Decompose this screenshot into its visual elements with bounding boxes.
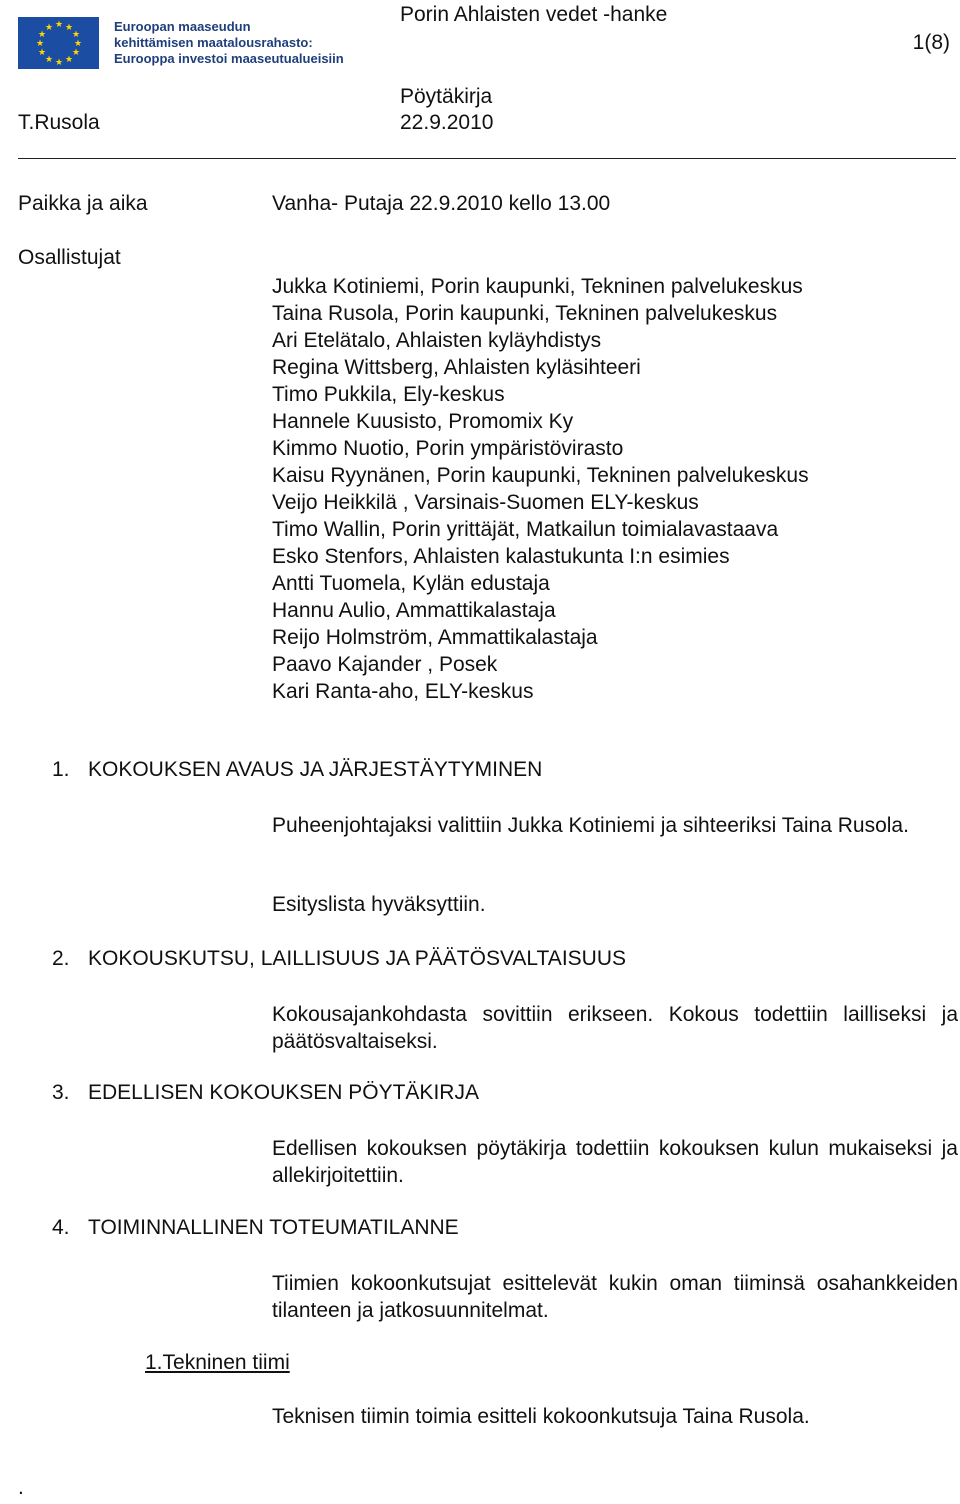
section-2-text: Kokousajankohdasta sovittiin erikseen. Kokous todettiin lailliseksi ja päätösvaltaiseksi. — [272, 1003, 958, 1053]
logo-line-2: kehittämisen maatalousrahasto: — [114, 35, 313, 50]
participant-item: Timo Pukkila, Ely-keskus — [272, 383, 505, 406]
participant-item: Kimmo Nuotio, Porin ympäristövirasto — [272, 437, 624, 460]
section-4-number: 4. — [52, 1216, 70, 1239]
participant-item: Hannele Kuusisto, Promomix Ky — [272, 410, 574, 433]
project-title: Porin Ahlaisten vedet -hanke — [400, 3, 668, 26]
header-divider — [18, 158, 956, 159]
subsection-text: Teknisen tiimin toimia esitteli kokoonkutsuja Taina Rusola. — [272, 1405, 810, 1428]
footer-mark: . — [18, 1476, 24, 1499]
subsection-title: 1.Tekninen tiimi — [145, 1351, 290, 1374]
participant-item: Kaisu Ryynänen, Porin kaupunki, Tekninen palvelukeskus — [272, 464, 809, 487]
section-1-title: KOKOUKSEN AVAUS JA JÄRJESTÄYTYMINEN — [88, 758, 543, 781]
section-1-number: 1. — [52, 758, 70, 781]
place-label: Paikka ja aika — [18, 192, 148, 215]
logo-line-1: Euroopan maaseudun — [114, 19, 251, 34]
participant-item: Taina Rusola, Porin kaupunki, Tekninen palvelukeskus — [272, 302, 778, 325]
participants-label: Osallistujat — [18, 246, 121, 269]
eu-logo — [18, 14, 358, 70]
participant-item: Jukka Kotiniemi, Porin kaupunki, Tekninen palvelukeskus — [272, 275, 803, 298]
participant-item: Veijo Heikkilä , Varsinais-Suomen ELY-keskus — [272, 491, 699, 514]
section-3-number: 3. — [52, 1081, 70, 1104]
document-type: Pöytäkirja — [400, 85, 493, 108]
page-number: 1(8) — [912, 31, 950, 54]
participant-item: Antti Tuomela, Kylän edustaja — [272, 572, 550, 595]
section-1-text-2: Esityslista hyväksyttiin. — [272, 893, 486, 916]
participant-item: Timo Wallin, Porin yrittäjät, Matkailun toimialavastaava — [272, 518, 779, 541]
document-date: 22.9.2010 — [400, 111, 494, 134]
section-1-text: Puheenjohtajaksi valittiin Jukka Kotiniemi ja sihteeriksi Taina Rusola. — [272, 814, 909, 837]
section-4-text: Tiimien kokoonkutsujat esittelevät kukin oman tiiminsä osahankkeiden tilanteen ja jatkosuunnitelmat. — [272, 1272, 958, 1322]
participant-item: Paavo Kajander , Posek — [272, 653, 498, 676]
section-2-title: KOKOUSKUTSU, LAILLISUUS JA PÄÄTÖSVALTAISUUS — [88, 947, 626, 970]
participant-item: Ari Etelätalo, Ahlaisten kyläyhdistys — [272, 329, 602, 352]
author: T.Rusola — [18, 111, 100, 134]
participant-item: Hannu Aulio, Ammattikalastaja — [272, 599, 556, 622]
participant-item: Esko Stenfors, Ahlaisten kalastukunta I:n esimies — [272, 545, 730, 568]
participant-item: Regina Wittsberg, Ahlaisten kyläsihteeri — [272, 356, 641, 379]
participant-item: Kari Ranta-aho, ELY-keskus — [272, 680, 534, 703]
section-2-number: 2. — [52, 947, 70, 970]
participant-item: Reijo Holmström, Ammattikalastaja — [272, 626, 598, 649]
logo-line-3: Eurooppa investoi maaseutualueisiin — [114, 51, 344, 66]
participant-list — [272, 273, 809, 705]
section-3-text: Edellisen kokouksen pöytäkirja todettiin kokouksen kulun mukaiseksi ja allekirjoitettiin. — [272, 1137, 958, 1187]
section-3-title: EDELLISEN KOKOUKSEN PÖYTÄKIRJA — [88, 1081, 479, 1104]
eu-flag-icon: ★ ★ ★ ★ ★ ★ ★ ★ ★ ★ ★ ★ — [18, 17, 99, 69]
section-4-title: TOIMINNALLINEN TOTEUMATILANNE — [88, 1216, 459, 1239]
place-value: Vanha- Putaja 22.9.2010 kello 13.00 — [272, 192, 611, 215]
